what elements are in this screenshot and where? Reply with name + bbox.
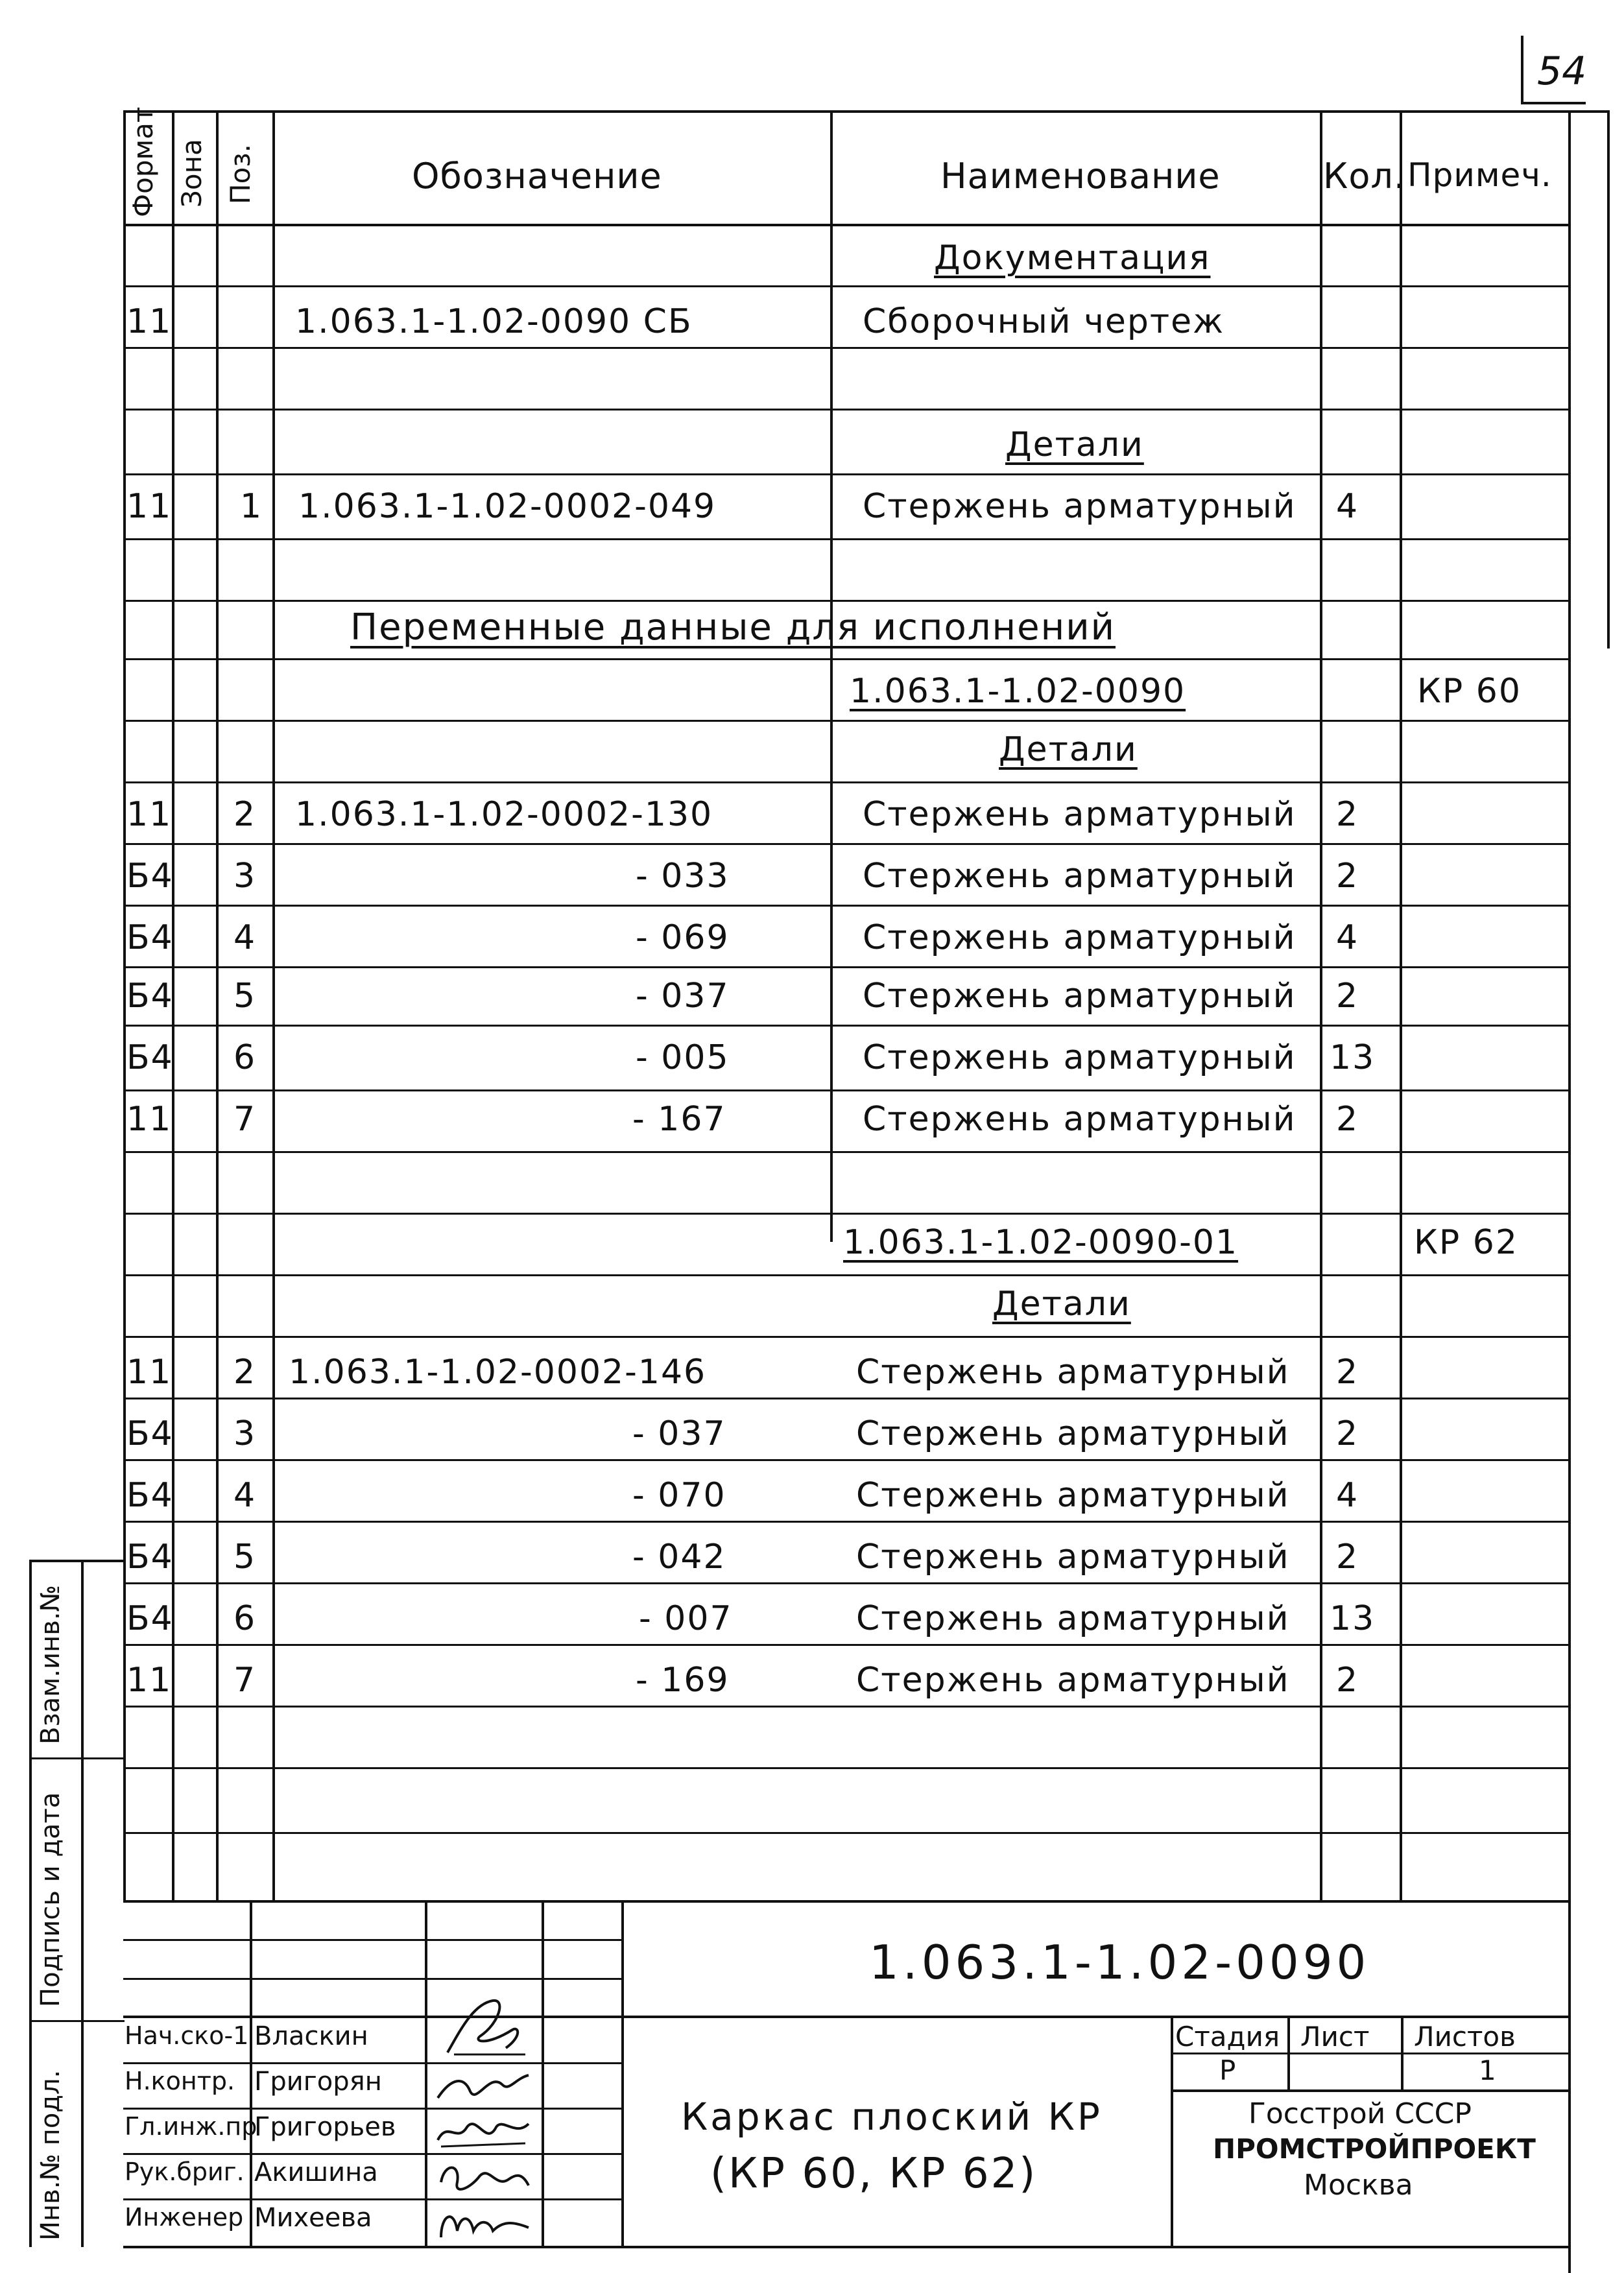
row-line: [123, 538, 1570, 540]
v1-r5-designation: - 005: [636, 1038, 730, 1077]
v2-r4-qty: 2: [1336, 1538, 1359, 1577]
v2-r6-format: 11: [126, 1661, 173, 1700]
stage-value: Р: [1219, 2054, 1236, 2086]
side-stamp-border: [29, 1560, 32, 2247]
v1-r4-format: Б4: [126, 977, 174, 1016]
v2-r6-pos: 7: [233, 1661, 257, 1700]
title-block-col: [1171, 2016, 1173, 2247]
variant2-section: Детали: [992, 1285, 1131, 1324]
signer-name: Акишина: [254, 2158, 378, 2187]
v1-r6-name: Стержень арматурный: [863, 1100, 1296, 1139]
detail-name: Стержень арматурный: [863, 487, 1296, 526]
drawing-title-line1: Каркас плоский КР: [681, 2095, 1103, 2139]
v2-r4-format: Б4: [126, 1538, 174, 1577]
side-stamp-inv-replace: Взам.инв.№: [36, 1584, 66, 1744]
v1-r5-format: Б4: [126, 1038, 174, 1077]
v1-r6-pos: 7: [233, 1100, 257, 1139]
header-designation: Обозначение: [412, 156, 662, 196]
header-zone: Зона: [176, 139, 208, 208]
table-border-left: [123, 110, 126, 1900]
signer-name: Григорян: [254, 2067, 382, 2097]
doc-number: 1.063.1-1.02-0090: [869, 1935, 1370, 1990]
signer-name: Власкин: [254, 2021, 368, 2051]
detail-designation: 1.063.1-1.02-0002-049: [298, 487, 717, 526]
v1-r6-qty: 2: [1336, 1100, 1359, 1139]
row-line: [123, 600, 1570, 602]
row-line: [123, 658, 1570, 660]
row-line: [123, 905, 1570, 907]
v1-r5-pos: 6: [233, 1038, 257, 1077]
v2-r2-pos: 3: [233, 1414, 257, 1453]
v2-r1-qty: 2: [1336, 1353, 1359, 1392]
v1-r4-name: Стержень арматурный: [863, 977, 1296, 1016]
col-divider-zone: [216, 110, 219, 1900]
row-line: [123, 285, 1570, 287]
row-line: [123, 720, 1570, 722]
v1-r1-qty: 2: [1336, 795, 1359, 834]
detail-pos: 1: [240, 487, 263, 526]
row-line: [123, 843, 1570, 845]
v1-r1-name: Стержень арматурный: [863, 795, 1296, 834]
detail-qty: 4: [1336, 487, 1359, 526]
v2-r3-designation: - 070: [632, 1476, 726, 1515]
v2-r1-name: Стержень арматурный: [856, 1353, 1290, 1392]
row-line: [123, 1336, 1570, 1338]
signature-2: [431, 2065, 535, 2108]
row-line: [123, 1767, 1570, 1769]
v2-r5-designation: - 007: [639, 1599, 733, 1638]
v1-r4-pos: 5: [233, 977, 257, 1016]
v2-r1-pos: 2: [233, 1353, 257, 1392]
table-border-right: [1568, 110, 1571, 2273]
side-stamp-line: [29, 2020, 125, 2022]
signer-name: Григорьев: [254, 2112, 396, 2142]
v1-r2-qty: 2: [1336, 857, 1359, 896]
side-stamp-line: [29, 1560, 125, 1562]
v1-r2-designation: - 033: [636, 857, 730, 896]
title-block-mid: [123, 2016, 1571, 2018]
v2-r6-name: Стержень арматурный: [856, 1661, 1290, 1700]
v1-r2-name: Стержень арматурный: [863, 857, 1296, 896]
page-number-border: [1521, 102, 1586, 104]
v2-r3-name: Стержень арматурный: [856, 1476, 1290, 1515]
section-documentation: Документация: [934, 239, 1211, 278]
v1-r1-designation: 1.063.1-1.02-0002-130: [295, 795, 713, 834]
v1-r1-pos: 2: [233, 795, 257, 834]
sheet-label: Лист: [1300, 2021, 1370, 2053]
title-block-row: [123, 2062, 623, 2064]
title-block-row: [1171, 2089, 1571, 2092]
col-divider-qty: [1400, 110, 1402, 1900]
row-line: [123, 781, 1570, 783]
v1-r3-designation: - 069: [636, 918, 730, 957]
v2-r6-qty: 2: [1336, 1661, 1359, 1700]
row-line: [123, 1398, 1570, 1399]
col-divider-pos: [272, 110, 275, 1900]
title-block-col: [621, 1900, 624, 2247]
v1-r4-designation: - 037: [636, 977, 730, 1016]
v1-r3-pos: 4: [233, 918, 257, 957]
variant1-section: Детали: [999, 730, 1138, 769]
title-block-col: [542, 1900, 544, 2247]
signer-role: Рук.бриг.: [125, 2158, 245, 2186]
v2-r4-pos: 5: [233, 1538, 257, 1577]
v2-r4-name: Стержень арматурный: [856, 1538, 1290, 1577]
col-divider-designation: [830, 110, 833, 1242]
row-line: [123, 1644, 1570, 1646]
sheets-label: Листов: [1414, 2021, 1516, 2053]
row-line: [123, 409, 1570, 411]
v2-r5-pos: 6: [233, 1599, 257, 1638]
org-line3: Москва: [1304, 2169, 1413, 2202]
page-number: 54: [1537, 49, 1587, 94]
v2-r2-name: Стержень арматурный: [856, 1414, 1290, 1453]
v2-r2-format: Б4: [126, 1414, 174, 1453]
row-line: [123, 347, 1570, 349]
v2-r2-designation: - 037: [632, 1414, 726, 1453]
title-block-row: [123, 2108, 623, 2110]
org-line1: Госстрой СССР: [1248, 2097, 1472, 2130]
v2-r6-designation: - 169: [636, 1661, 730, 1700]
v1-r5-name: Стержень арматурный: [863, 1038, 1296, 1077]
v1-r6-format: 11: [126, 1100, 173, 1139]
doc-designation: 1.063.1-1.02-0090 СБ: [295, 302, 693, 341]
table-border-top: [123, 110, 1608, 113]
org-line2: ПРОМСТРОЙПРОЕКТ: [1213, 2133, 1536, 2165]
stage-label: Стадия: [1175, 2021, 1280, 2053]
v1-r5-qty: 13: [1330, 1038, 1376, 1077]
detail-format: 11: [126, 487, 173, 526]
row-line: [123, 1089, 1570, 1091]
v1-r1-format: 11: [126, 795, 173, 834]
side-stamp-divider: [81, 1560, 84, 2247]
v2-r3-format: Б4: [126, 1476, 174, 1515]
v1-r2-pos: 3: [233, 857, 257, 896]
v2-r2-qty: 2: [1336, 1414, 1359, 1453]
title-block-col: [425, 1900, 427, 2247]
v2-r1-format: 11: [126, 1353, 173, 1392]
v1-r3-name: Стержень арматурный: [863, 918, 1296, 957]
header-pos: Поз.: [224, 144, 256, 204]
v2-r5-name: Стержень арматурный: [856, 1599, 1290, 1638]
signature-4: [431, 2156, 535, 2198]
v1-r3-qty: 4: [1336, 918, 1359, 957]
doc-format: 11: [126, 302, 173, 341]
drawing-title-line2: (КР 60, КР 62): [710, 2150, 1038, 2198]
signer-role: Инженер: [125, 2203, 244, 2231]
title-block-row: [123, 2153, 623, 2155]
sheets-value: 1: [1479, 2054, 1496, 2086]
page-number-border: [1521, 36, 1523, 104]
v1-r2-format: Б4: [126, 857, 174, 896]
variable-data-title: Переменные данные для исполнений: [350, 606, 1116, 649]
header-format: Формат: [127, 106, 159, 217]
title-block-col: [250, 1900, 252, 2247]
title-block-row: [123, 2198, 623, 2200]
doc-name: Сборочный чертеж: [863, 302, 1224, 341]
v2-r5-format: Б4: [126, 1599, 174, 1638]
variant1-designation: 1.063.1-1.02-0090: [850, 672, 1186, 711]
title-block-top: [123, 1900, 1571, 1903]
title-block-row: [123, 1939, 623, 1941]
row-line: [123, 1213, 1570, 1215]
signer-role: Н.контр.: [125, 2067, 235, 2095]
header-name: Наименование: [940, 156, 1221, 196]
row-line: [123, 1832, 1570, 1834]
right-margin-line: [1607, 110, 1610, 649]
variant2-note: КР 62: [1414, 1223, 1518, 1262]
row-line: [123, 1582, 1570, 1584]
signature-3: [431, 2111, 535, 2153]
row-line: [123, 1459, 1570, 1461]
variant2-designation: 1.063.1-1.02-0090-01: [843, 1223, 1239, 1262]
title-block-bottom: [123, 2246, 1571, 2248]
v1-r6-designation: - 167: [632, 1100, 726, 1139]
signer-role: Гл.инж.пр: [125, 2112, 257, 2141]
row-line: [123, 1274, 1570, 1276]
signer-role: Нач.ско-1: [125, 2021, 249, 2050]
header-note: Примеч.: [1407, 156, 1552, 194]
v2-r4-designation: - 042: [632, 1538, 726, 1577]
header-bottom-line: [123, 224, 1570, 226]
v2-r5-qty: 13: [1330, 1599, 1376, 1638]
v1-r3-format: Б4: [126, 918, 174, 957]
v1-r4-qty: 2: [1336, 977, 1359, 1016]
row-line: [123, 1706, 1570, 1708]
signature-1: [435, 1991, 538, 2062]
row-line: [123, 1151, 1570, 1153]
v2-r3-pos: 4: [233, 1476, 257, 1515]
side-stamp-inv-orig: Инв.№ подл.: [36, 2069, 66, 2241]
section-details: Детали: [1005, 425, 1144, 464]
signature-5: [431, 2202, 535, 2244]
v2-r3-qty: 4: [1336, 1476, 1359, 1515]
title-block-row: [123, 1978, 623, 1980]
row-line: [123, 966, 1570, 968]
side-stamp-line: [29, 1757, 125, 1759]
row-line: [123, 473, 1570, 475]
col-divider-name: [1320, 110, 1322, 1900]
variant1-note: КР 60: [1417, 672, 1522, 711]
v2-r1-designation: 1.063.1-1.02-0002-146: [289, 1353, 707, 1392]
side-stamp-sign-date: Подпись и дата: [36, 1792, 66, 2007]
row-line: [123, 1025, 1570, 1027]
header-qty: Кол.: [1323, 156, 1406, 196]
row-line: [123, 1521, 1570, 1523]
signer-name: Михеева: [254, 2203, 372, 2233]
